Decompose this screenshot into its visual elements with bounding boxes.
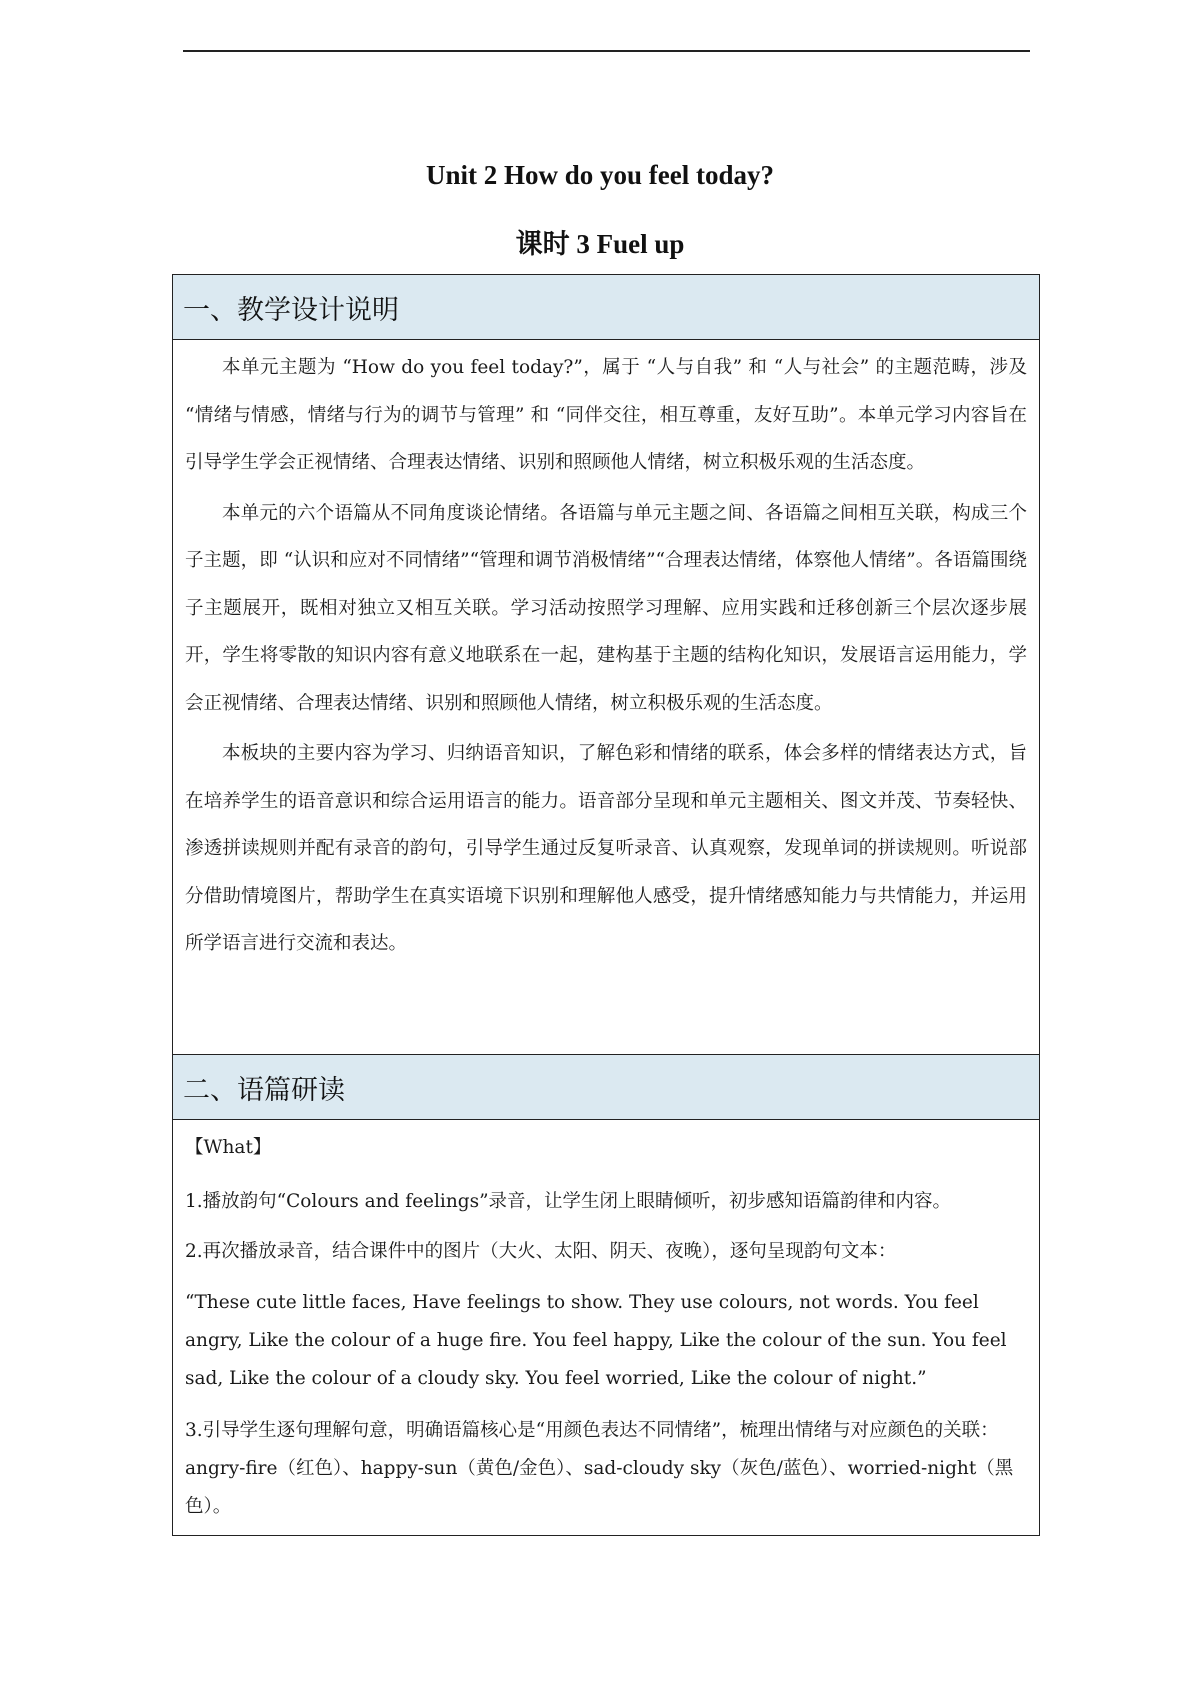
design-paragraph-3: 本板块的主要内容为学习、归纳语音知识，了解色彩和情绪的联系，体会多样的情绪表达方式，旨在培养学生的语音意识和综合运用语言的能力。语音部分呈现和单元主题相关、图文并茂、节奏轻快、渗透拼读规则并配有录音的韵句，引导学生通过反复听录音、认真观察，发现单词的拼读规则。听说部分借助情境图片，帮助学生在真实语境下识别和理解他人感受，提升情绪感知能力与共情能力，并运用所学语言进行交流和表达。: [185, 743, 1027, 954]
lesson-subtitle: 课时 3 Fuel up: [515, 229, 685, 259]
rhyme-quote: “These cute little faces, Have feelings to show. They use colours, not words. You feel angry, Like the colour of a huge fire. You feel happy, Like the colour of the sun. You feel sad, Like the colour of a cloudy sky. You feel worried, Like the colour of night.”: [185, 1292, 1007, 1389]
what-label: 【What】: [185, 1137, 272, 1158]
study-item-1: 1.播放韵句“Colours and feelings”录音，让学生闭上眼睛倾听，初步感知语篇韵律和内容。: [185, 1191, 952, 1212]
header-rule: [183, 50, 1030, 52]
study-item-3: 3.引导学生逐句理解句意，明确语篇核心是“用颜色表达不同情绪”，梳理出情绪与对应颜色的关联：angry-fire（红色）、happy-sun（黄色/金色）、sad-cloudy sky（灰色/蓝色）、worried-night（黑色）。: [185, 1420, 1014, 1517]
design-paragraph-1: 本单元主题为 “How do you feel today?”，属于 “人与自我” 和 “人与社会” 的主题范畴，涉及 “情绪与情感，情绪与行为的调节与管理” 和 “同伴交往，相互尊重，友好互助”。本单元学习内容旨在引导学生学会正视情绪、合理表达情绪、识别和照顾他人情绪，树立积极乐观的生活态度。: [185, 357, 1027, 473]
section-heading-design: 一、教学设计说明: [173, 275, 1039, 340]
section-body-design: [173, 340, 1039, 1055]
lesson-table: [172, 274, 1040, 1536]
section-heading-text-study: 二、语篇研读: [173, 1055, 1039, 1120]
section-body-text-study: [173, 1120, 1039, 1535]
page-title: Unit 2 How do you feel today?: [425, 160, 774, 190]
study-item-2: 2.再次播放录音，结合课件中的图片（大火、太阳、阴天、夜晚），逐句呈现韵句文本：: [185, 1241, 897, 1262]
design-paragraph-2: 本单元的六个语篇从不同角度谈论情绪。各语篇与单元主题之间、各语篇之间相互关联，构成三个子主题，即 “认识和应对不同情绪”“管理和调节消极情绪”“合理表达情绪，体察他人情绪”。各语篇围绕子主题展开，既相对独立又相互关联。学习活动按照学习理解、应用实践和迁移创新三个层次逐步展开，学生将零散的知识内容有意义地联系在一起，建构基于主题的结构化知识，发展语言运用能力，学会正视情绪、合理表达情绪、识别和照顾他人情绪，树立积极乐观的生活态度。: [185, 502, 1027, 714]
